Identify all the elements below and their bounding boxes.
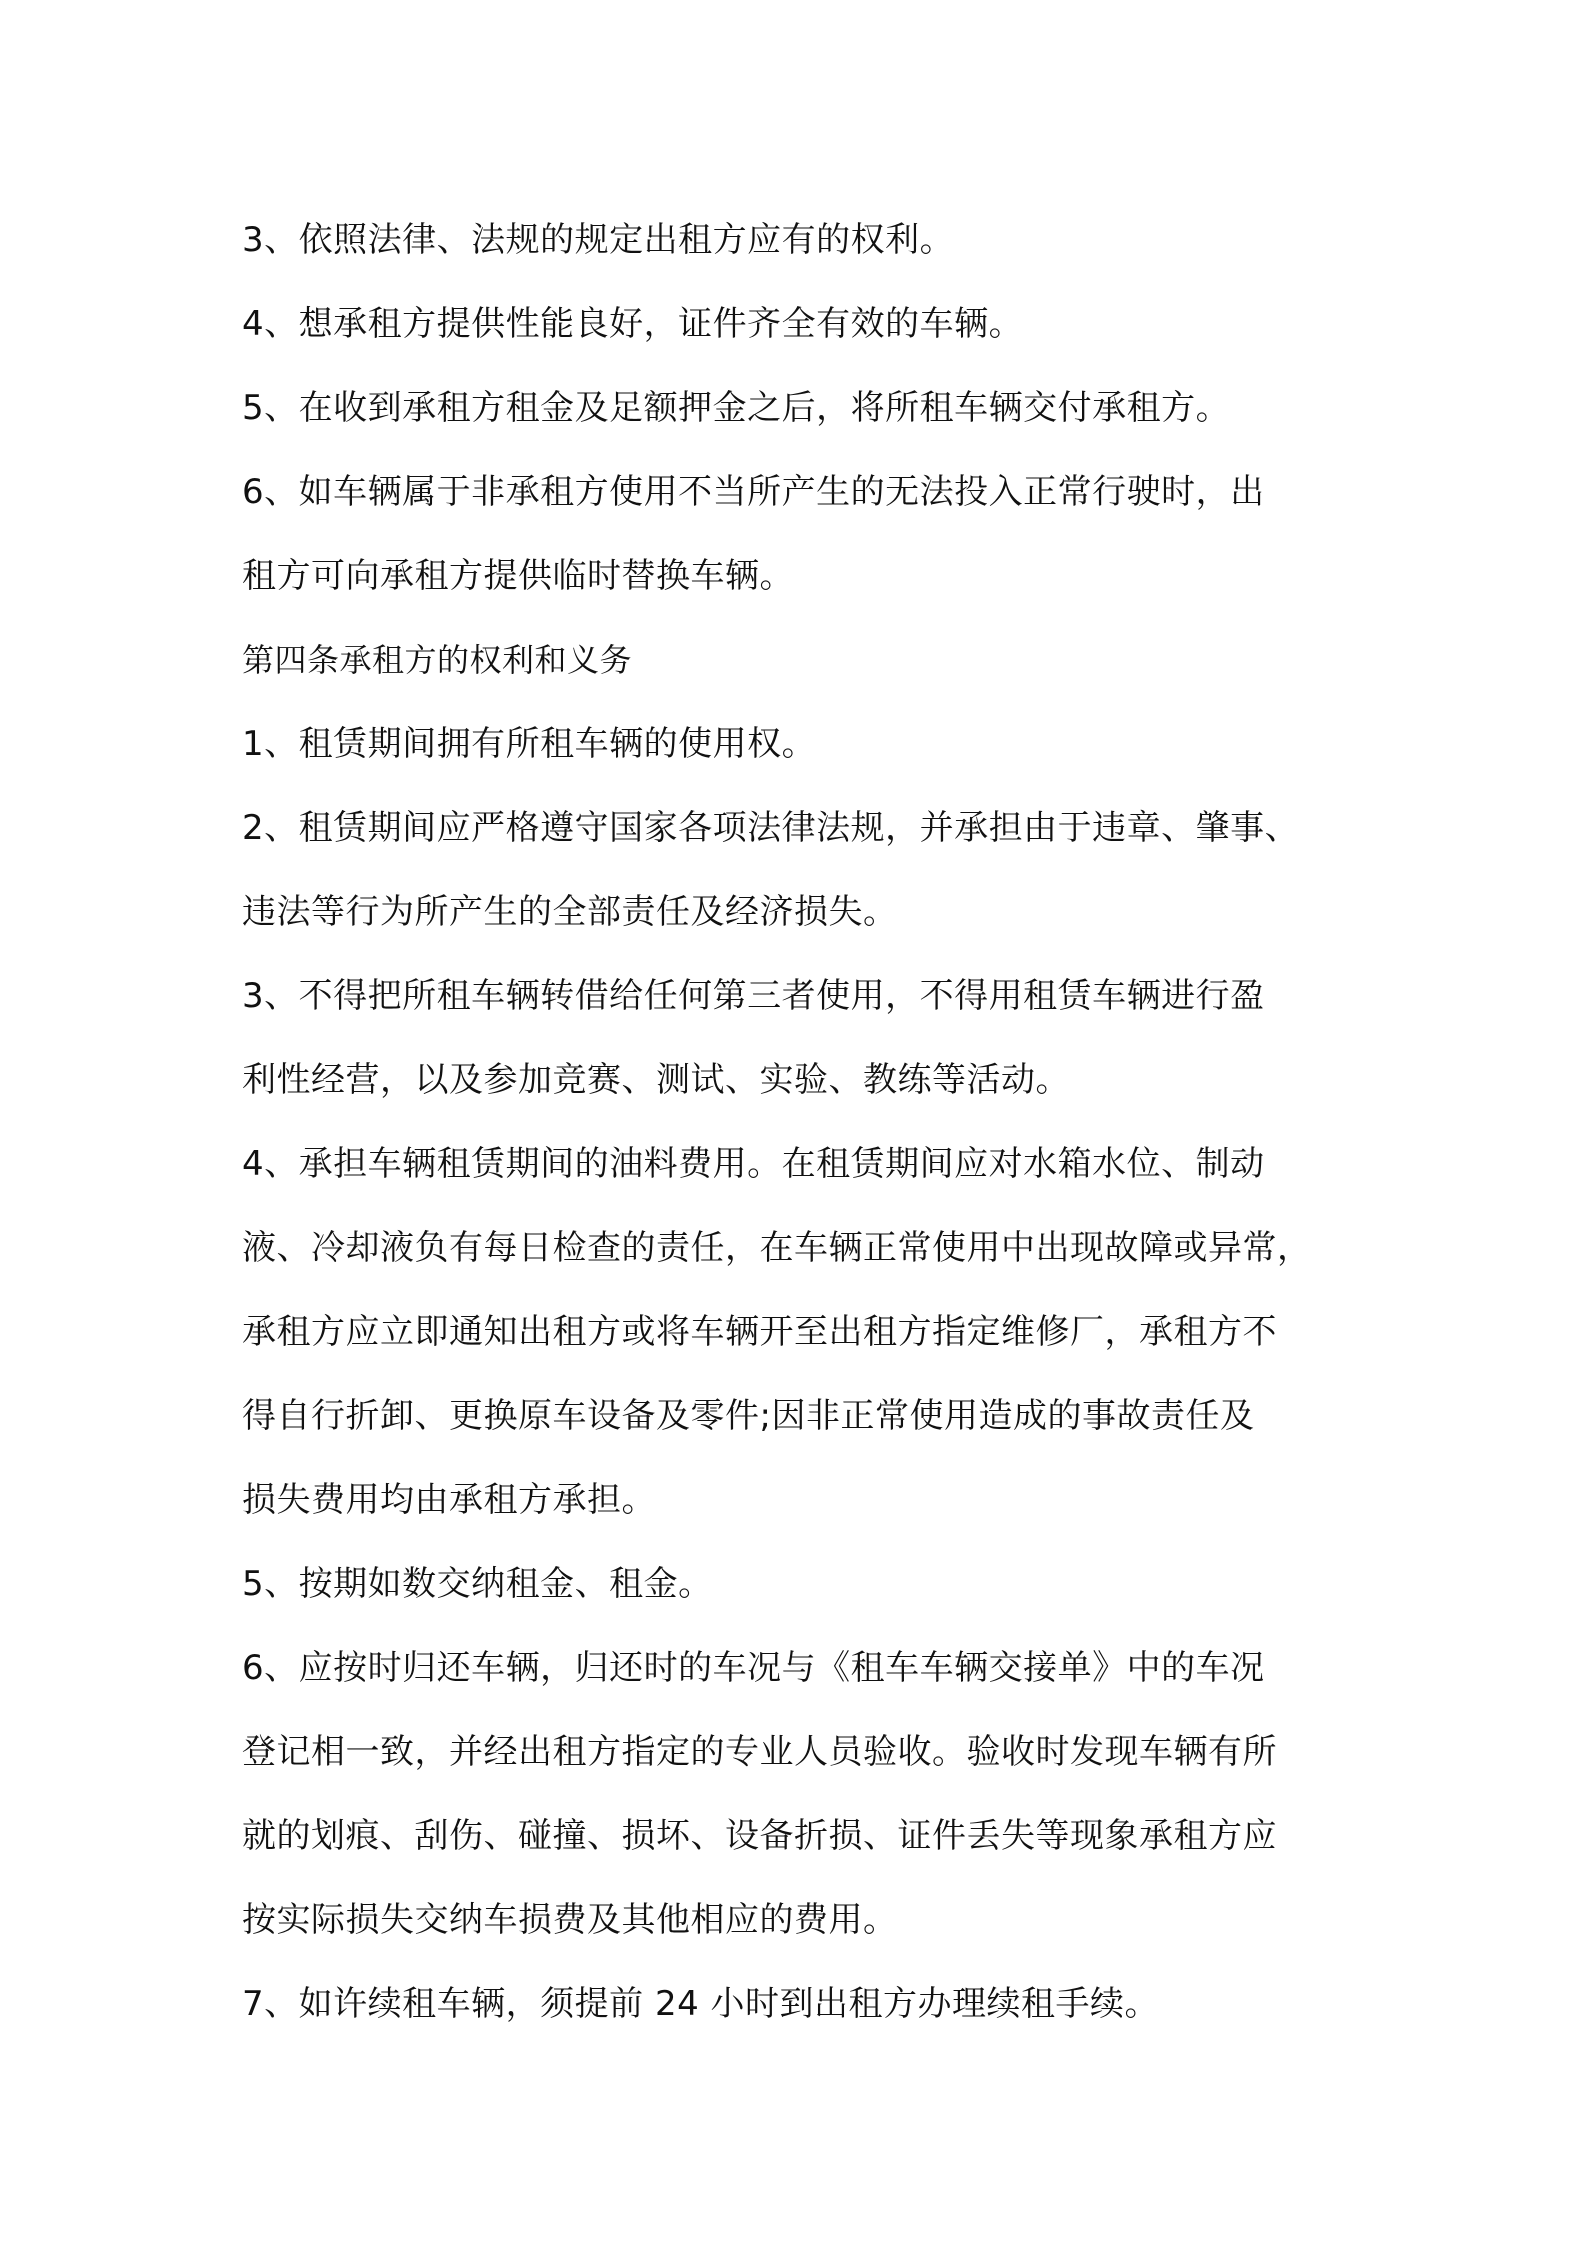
paragraph-line: 5、在收到承租方租金及足额押金之后，将所租车辆交付承租方。 bbox=[242, 388, 1231, 428]
paragraph-line: 损失费用均由承租方承担。 bbox=[242, 1480, 656, 1520]
paragraph-line: 液、冷却液负有每日检查的责任，在车辆正常使用中出现故障或异常， bbox=[242, 1228, 1312, 1268]
paragraph-line: 6、如车辆属于非承租方使用不当所产生的无法投入正常行驶时，出 bbox=[242, 472, 1265, 512]
paragraph-line: 得自行折卸、更换原车设备及零件;因非正常使用造成的事故责任及 bbox=[242, 1396, 1255, 1436]
paragraph-line: 按实际损失交纳车损费及其他相应的费用。 bbox=[242, 1900, 898, 1940]
paragraph-line: 1、租赁期间拥有所租车辆的使用权。 bbox=[242, 724, 817, 764]
document-body bbox=[242, 198, 1382, 2046]
paragraph-line: 租方可向承租方提供临时替换车辆。 bbox=[242, 556, 794, 596]
paragraph-line: 4、想承租方提供性能良好，证件齐全有效的车辆。 bbox=[242, 304, 1024, 344]
paragraph-line: 3、依照法律、法规的规定出租方应有的权利。 bbox=[242, 220, 955, 260]
paragraph-line: 3、不得把所租车辆转借给任何第三者使用，不得用租赁车辆进行盈 bbox=[242, 976, 1265, 1016]
paragraph-line: 4、承担车辆租赁期间的油料费用。在租赁期间应对水箱水位、制动 bbox=[242, 1144, 1265, 1184]
paragraph-line: 7、如许续租车辆，须提前 24 小时到出租方办理续租手续。 bbox=[242, 1984, 1160, 2024]
paragraph-line: 承租方应立即通知出租方或将车辆开至出租方指定维修厂，承租方不 bbox=[242, 1312, 1277, 1352]
paragraph-line: 登记相一致，并经出租方指定的专业人员验收。验收时发现车辆有所 bbox=[242, 1732, 1277, 1772]
paragraph-line: 就的划痕、刮伤、碰撞、损坏、设备折损、证件丢失等现象承租方应 bbox=[242, 1816, 1277, 1856]
paragraph-line: 2、租赁期间应严格遵守国家各项法律法规，并承担由于违章、肇事、 bbox=[242, 808, 1300, 848]
section-heading: 第四条承租方的权利和义务 bbox=[242, 641, 633, 679]
paragraph-line: 违法等行为所产生的全部责任及经济损失。 bbox=[242, 892, 898, 932]
paragraph-line: 5、按期如数交纳租金、租金。 bbox=[242, 1564, 713, 1604]
paragraph-line: 6、应按时归还车辆，归还时的车况与《租车车辆交接单》中的车况 bbox=[242, 1648, 1265, 1688]
paragraph-line: 利性经营，以及参加竞赛、测试、实验、教练等活动。 bbox=[242, 1060, 1070, 1100]
